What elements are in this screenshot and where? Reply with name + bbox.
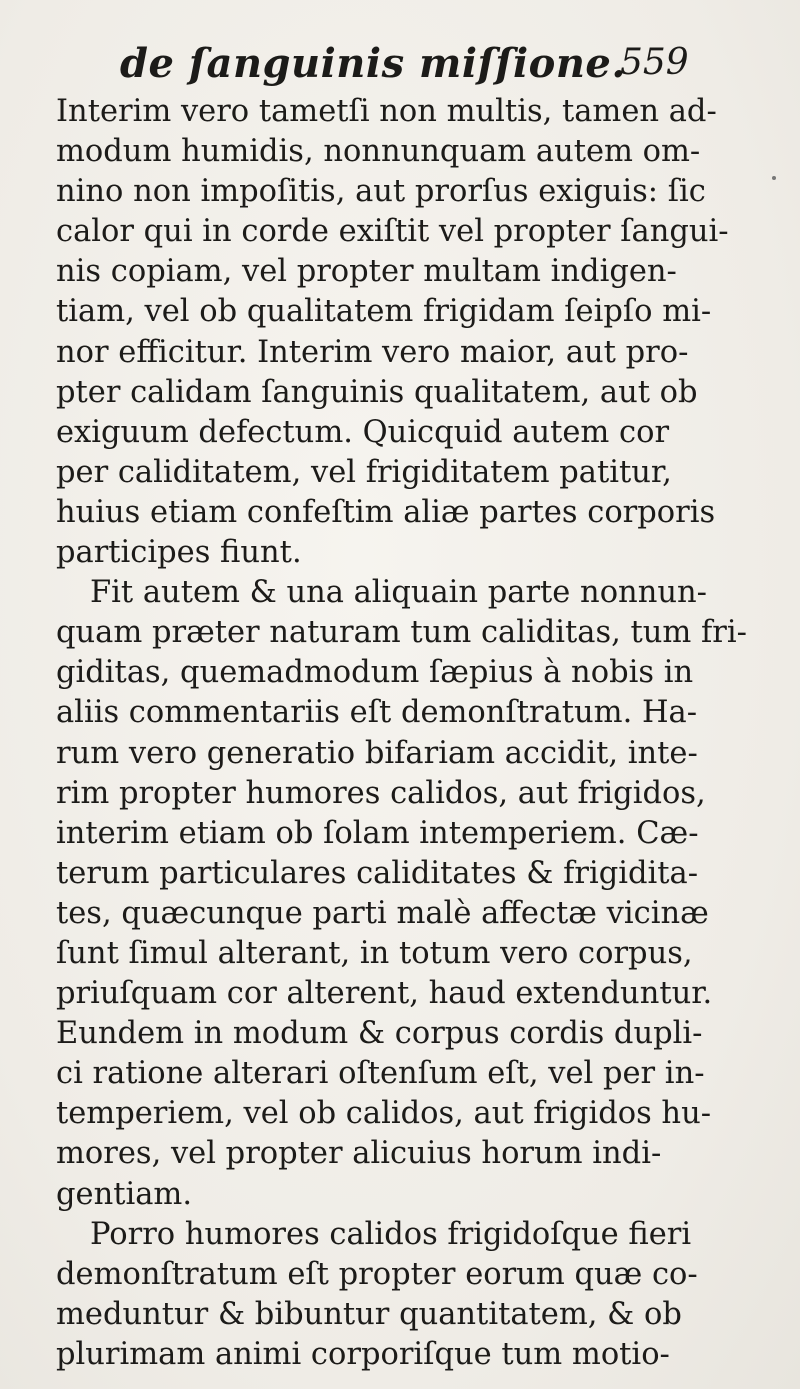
text-line: Interim vero tametſi non multis, tamen ad-: [56, 94, 717, 129]
text-line: terum particulares caliditates & frigidita-: [56, 855, 699, 891]
text-line: temperiem, vel ob calidos, aut frigidos hu-: [56, 1096, 712, 1132]
text-line: tiam, vel ob qualitatem frigidam ſeipſo mi-: [56, 294, 712, 330]
page-number: 559: [620, 42, 689, 83]
text-line: rum vero generatio bifariam accidit, inte-: [56, 735, 698, 771]
text-line: ſunt ſimul alterant, in totum vero corpus,: [56, 935, 693, 971]
text-line: Porro humores calidos frigidoſque fieri: [90, 1216, 692, 1252]
text-line: tes, quæcunque parti malè affectæ vicinæ: [56, 895, 709, 931]
text-line: interim etiam ob ſolam intemperiem. Cæ-: [56, 815, 699, 851]
text-line: exiguum defectum. Quicquid autem cor: [56, 414, 670, 450]
text-line: Eundem in modum & corpus cordis dupli-: [56, 1016, 703, 1052]
text-line: pter calidam ſanguinis qualitatem, aut ob: [56, 374, 698, 410]
text-line: nor efficitur. Interim vero maior, aut pro-: [56, 334, 689, 370]
text-line: modum humidis, nonnunquam autem om-: [56, 134, 701, 170]
page-header: [60, 40, 760, 96]
text-line: priuſquam cor alterent, haud extenduntur.: [56, 976, 713, 1012]
text-line: aliis commentariis eſt demonſtratum. Ha-: [56, 695, 698, 731]
text-line: mores, vel propter alicuius horum indi-: [56, 1136, 662, 1172]
text-line: rim propter humores calidos, aut frigidos,: [56, 775, 706, 811]
text-line: plurimam animi corporiſque tum motio-: [56, 1336, 670, 1372]
text-line: per caliditatem, vel frigiditatem patitur,: [56, 454, 672, 490]
text-line: gentiam.: [56, 1176, 193, 1212]
text-line: giditas, quemadmodum ſæpius à nobis in: [56, 655, 694, 691]
text-line: huius etiam confeſtim aliæ partes corporis: [56, 494, 716, 530]
text-line: nino non impoſitis, aut prorſus exiguis: ſic: [56, 174, 706, 210]
text-line: demonſtratum eſt propter eorum quæ co-: [56, 1256, 698, 1292]
text-line: nis copiam, vel propter multam indigen-: [56, 254, 677, 290]
text-line: Fit autem & una aliquain parte nonnun-: [90, 575, 707, 611]
ink-speck: [772, 176, 776, 180]
text-line: quam præter naturam tum caliditas, tum fri-: [56, 615, 747, 651]
running-title: de ſanguinis miſſione.: [120, 40, 626, 87]
text-line: calor qui in corde exiſtit vel propter ſangui-: [56, 214, 729, 250]
text-line: meduntur & bibuntur quantitatem, & ob: [56, 1296, 682, 1332]
text-line: participes fiunt.: [56, 535, 302, 571]
body-text: [56, 92, 776, 1375]
text-line: ci ratione alterari oſtenſum eſt, vel per in-: [56, 1056, 705, 1092]
